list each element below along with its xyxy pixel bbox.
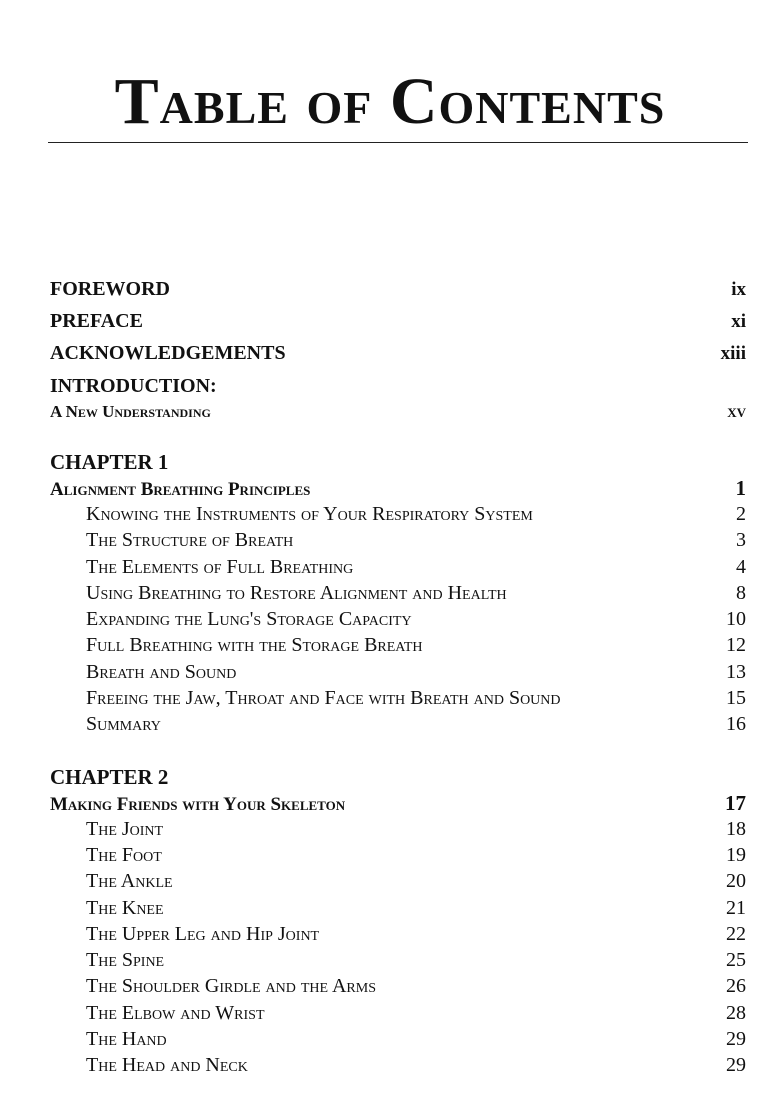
table-of-contents xyxy=(50,273,746,1079)
toc-section-entry xyxy=(50,1052,746,1078)
toc-introduction-heading xyxy=(50,373,746,399)
toc-entry-page: 4 xyxy=(736,555,746,578)
toc-entry-label: The Spine xyxy=(86,949,165,972)
toc-entry-label: The Upper Leg and Hip Joint xyxy=(86,922,320,945)
toc-entry-label: ACKNOWLEDGEMENTS xyxy=(50,342,286,364)
toc-section-entry xyxy=(50,632,746,658)
toc-section-entry xyxy=(50,947,746,973)
toc-section-entry xyxy=(50,606,746,632)
toc-entry-page: 26 xyxy=(726,975,746,998)
toc-entry-page: 19 xyxy=(726,843,746,866)
toc-section-entry xyxy=(50,816,746,842)
toc-section-entry xyxy=(50,921,746,947)
toc-entry-page: 1 xyxy=(735,476,746,500)
toc-entry-label: The Foot xyxy=(86,843,162,866)
toc-entry-page: 15 xyxy=(726,687,746,710)
toc-entry-label: The Ankle xyxy=(86,870,173,893)
toc-entry-page: xi xyxy=(731,311,746,332)
toc-entry-label: The Joint xyxy=(86,817,164,840)
toc-entry-label: The Elements of Full Breathing xyxy=(86,555,354,578)
toc-entry-label: A New Understanding xyxy=(50,402,211,421)
toc-entry-label: Expanding the Lung's Storage Capacity xyxy=(86,608,412,631)
toc-entry-page: ix xyxy=(731,279,746,300)
toc-entry-label: The Hand xyxy=(86,1028,167,1051)
toc-section-entry xyxy=(50,501,746,527)
toc-entry-acknowledgements xyxy=(50,337,746,369)
toc-entry-label: Knowing the Instruments of Your Respiratory System xyxy=(86,503,533,525)
toc-entry-page: 18 xyxy=(726,817,746,840)
toc-entry-page: 13 xyxy=(726,660,746,683)
toc-entry-label: The Structure of Breath xyxy=(86,529,294,552)
toc-section-entry xyxy=(50,527,746,553)
page-title: Table of Contents xyxy=(114,65,666,139)
chapter-title: Alignment Breathing Principles 1 xyxy=(50,476,746,500)
toc-entry-page: 21 xyxy=(726,896,746,919)
toc-section-entry xyxy=(50,973,746,999)
toc-entry-page: 25 xyxy=(726,949,746,972)
toc-section-entry xyxy=(50,554,746,580)
toc-entry-page: xv xyxy=(727,401,746,422)
toc-section-entry xyxy=(50,659,746,685)
toc-entry-label: The Knee xyxy=(86,896,164,919)
toc-entry-page: 8 xyxy=(736,581,746,604)
toc-entry-page: 10 xyxy=(726,608,746,631)
toc-entry-page: 29 xyxy=(726,1028,746,1051)
toc-entry-label: FOREWORD xyxy=(50,278,170,300)
toc-entry-page: 2 xyxy=(736,503,746,525)
chapter-number: CHAPTER 1 xyxy=(50,450,169,474)
toc-entry-foreword xyxy=(50,273,746,305)
toc-entry-page: 16 xyxy=(726,713,746,736)
toc-entry-label: Breath and Sound xyxy=(86,660,237,683)
toc-entry-page: xiii xyxy=(720,343,746,364)
toc-entry-label: INTRODUCTION: xyxy=(50,375,217,397)
toc-section-entry xyxy=(50,685,746,711)
toc-entry-label: The Shoulder Girdle and the Arms xyxy=(86,975,376,998)
toc-entry-label: The Elbow and Wrist xyxy=(86,1001,265,1024)
toc-entry-page: 29 xyxy=(726,1054,746,1077)
toc-entry-page: 3 xyxy=(736,529,746,552)
toc-section-entry xyxy=(50,868,746,894)
toc-section-entry xyxy=(50,895,746,921)
toc-entry-label: The Head and Neck xyxy=(86,1054,248,1077)
toc-entry-label: Using Breathing to Restore Alignment and Health xyxy=(86,581,507,604)
toc-section-entry xyxy=(50,580,746,606)
toc-section-entry xyxy=(50,711,746,737)
title-divider xyxy=(48,142,748,143)
toc-entry-page: 20 xyxy=(726,870,746,893)
toc-entry-page: 17 xyxy=(725,790,746,815)
toc-section-entry xyxy=(50,1026,746,1052)
toc-entry-label: Summary xyxy=(86,713,161,736)
toc-entry-label: Full Breathing with the Storage Breath xyxy=(86,634,423,657)
toc-section-entry xyxy=(50,1000,746,1026)
chapter-number: CHAPTER 2 xyxy=(50,764,169,789)
chapter-title: Making Friends with Your Skeleton 17 xyxy=(50,790,746,815)
toc-entry-page: 22 xyxy=(726,922,746,945)
toc-entry-preface xyxy=(50,305,746,337)
toc-entry-page: 12 xyxy=(726,634,746,657)
toc-introduction-subtitle xyxy=(50,399,746,425)
toc-entry-label: PREFACE xyxy=(50,310,143,332)
toc-section-entry xyxy=(50,842,746,868)
toc-entry-page: 28 xyxy=(726,1001,746,1024)
toc-entry-label: Freeing the Jaw, Throat and Face with Breath and Sound xyxy=(86,687,561,710)
